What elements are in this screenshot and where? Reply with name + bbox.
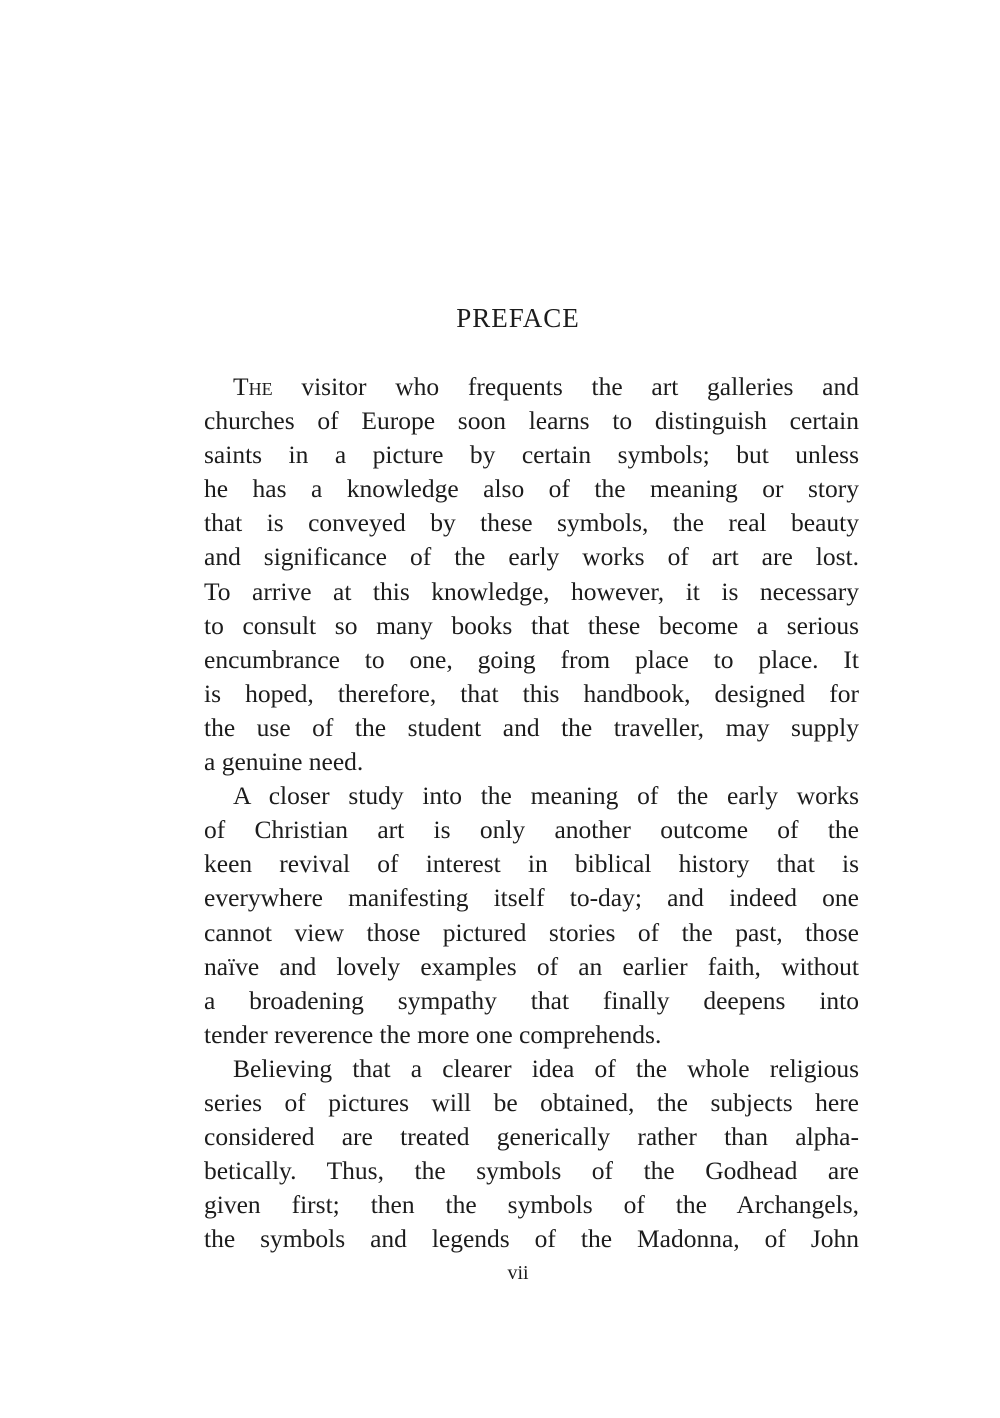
text-line: to consult so many books that these become a serious (204, 610, 859, 640)
text-line: he has a knowledge also of the meaning or story (204, 474, 859, 504)
text-line: tender reverence the more one comprehends. (204, 1019, 662, 1049)
text-line: and significance of the early works of art are lost. (204, 542, 859, 572)
text-line: given first; then the symbols of the Archangels, (204, 1190, 859, 1220)
text-line: is hoped, therefore, that this handbook, designed for (204, 678, 859, 708)
text-line: Believing that a clearer idea of the whole religious (233, 1053, 859, 1083)
text-line: encumbrance to one, going from place to place. It (204, 644, 859, 674)
text-line: A closer study into the meaning of the early works (233, 781, 859, 811)
text-line: everywhere manifesting itself to-day; and indeed one (204, 883, 859, 913)
paragraph-2 (175, 779, 859, 1052)
body-text (175, 370, 859, 1256)
text-line: To arrive at this knowledge, however, it is necessary (204, 576, 859, 606)
text-line: churches of Europe soon learns to distinguish certain (204, 406, 859, 436)
paragraph-1 (175, 370, 859, 779)
text-line: a genuine need. (204, 747, 364, 777)
text-line: a broadening sympathy that finally deepens into (204, 985, 859, 1015)
text-line: of Christian art is only another outcome of the (204, 815, 859, 845)
text-line: the use of the student and the traveller, may supply (204, 712, 859, 742)
lead-small-caps: The (233, 372, 273, 401)
text-line: cannot view those pictured stories of the past, those (204, 917, 859, 947)
paragraph-3 (175, 1052, 859, 1257)
text-line: that is conveyed by these symbols, the real beauty (204, 508, 859, 538)
page-heading: PREFACE (456, 303, 580, 333)
text-line: series of pictures will be obtained, the subjects here (204, 1087, 859, 1117)
text-line: saints in a picture by certain symbols; but unless (204, 440, 859, 470)
page-number: vii (507, 1262, 529, 1284)
text-line: The visitor who frequents the art galleries and (233, 372, 859, 401)
text-line: keen revival of interest in biblical history that is (204, 849, 859, 879)
text-line: considered are treated generically rather than alpha- (204, 1122, 859, 1152)
text-line: naïve and lovely examples of an earlier faith, without (204, 951, 859, 981)
text-line: the symbols and legends of the Madonna, of John (204, 1224, 859, 1254)
text-line: betically. Thus, the symbols of the Godhead are (204, 1156, 859, 1186)
